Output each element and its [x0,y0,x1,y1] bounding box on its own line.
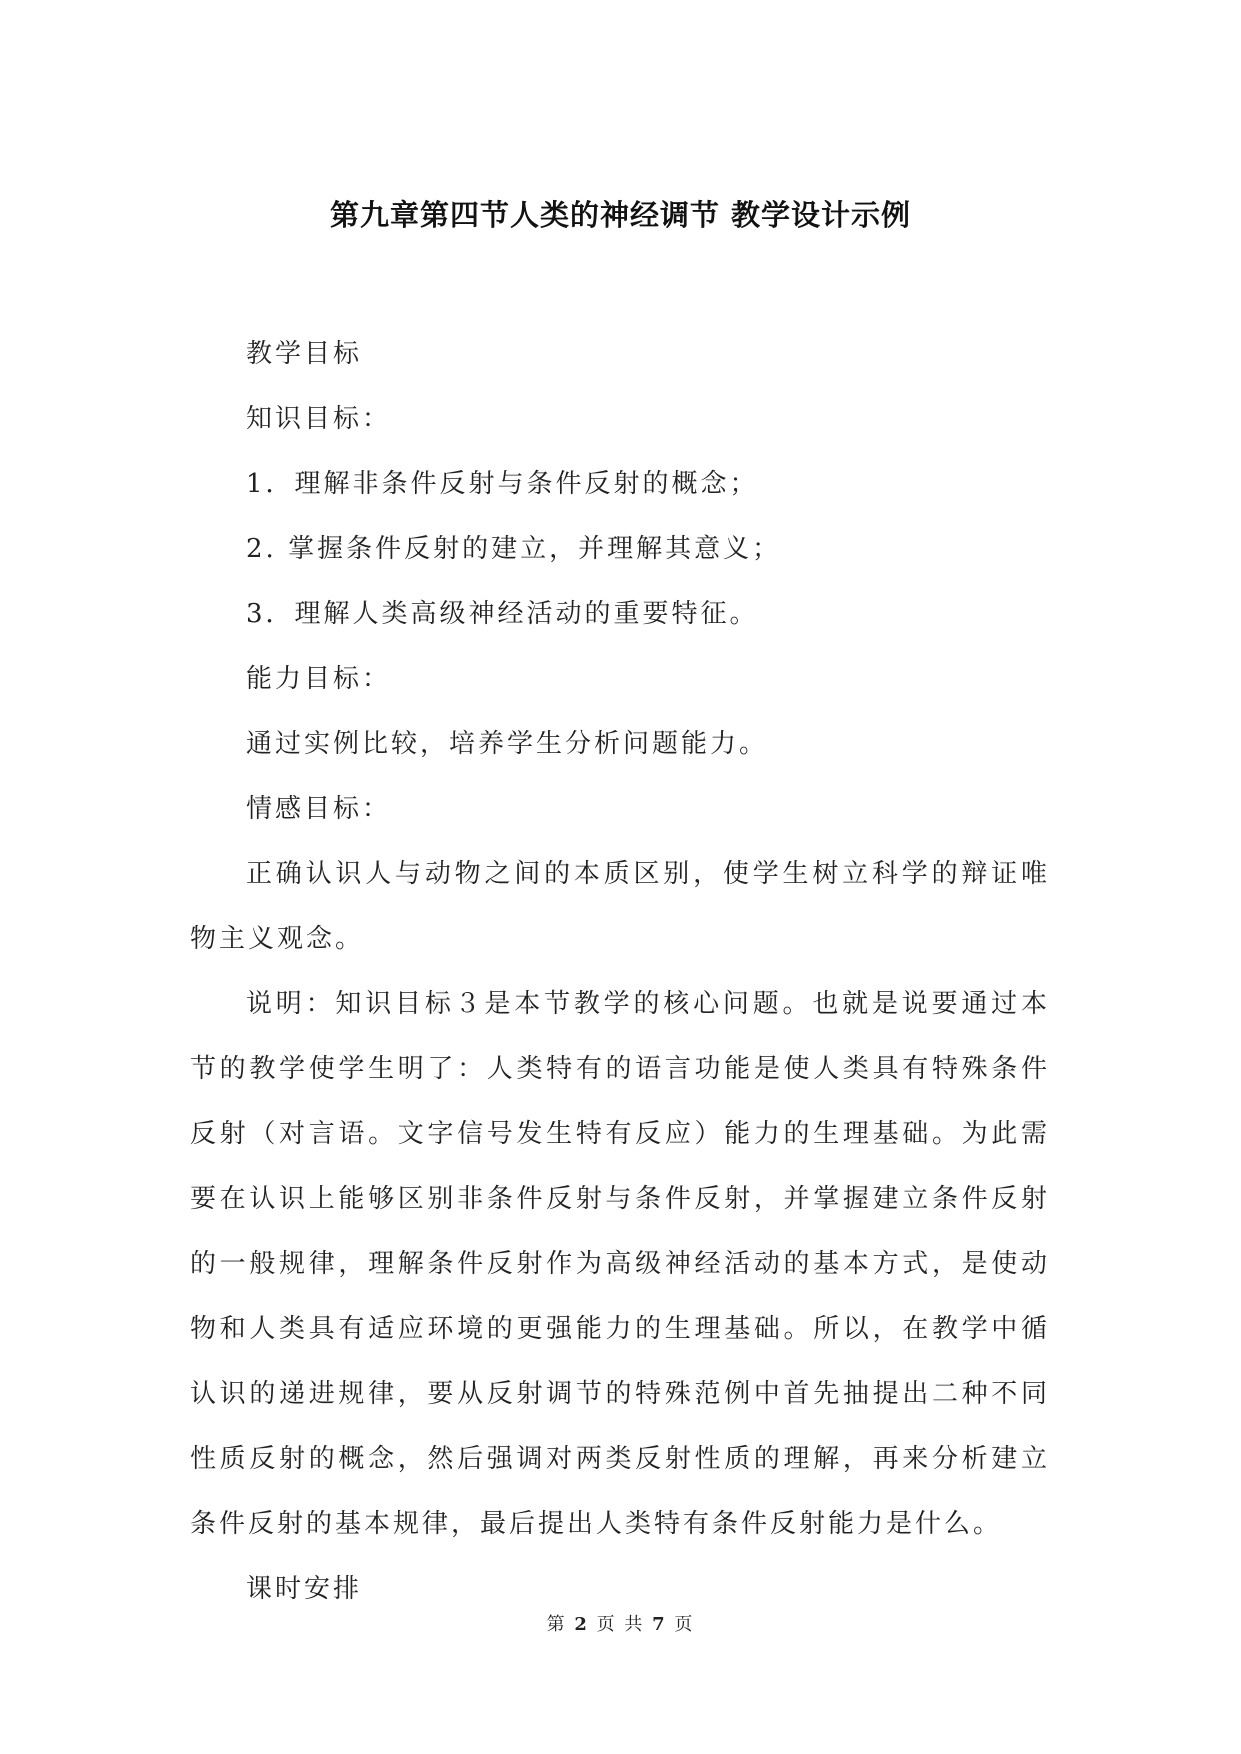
footer-current-page: 2 [574,1614,589,1635]
document-body [190,322,1050,1622]
document-title: 第九章第四节人类的神经调节 教学设计示例 [329,198,912,232]
heading-ability-goals: 能力目标： [246,664,392,694]
explanation-paragraph: 说明：知识目标３是本节教学的核心问题。也就是说要通过本节的教学使学生明了：人类特有的语言功能是使人类具有特殊条件反射（对言语。文字信号发生特有反应）能力的生理基础。为此需要在认识上能够区别非条件反射与条件反射，并掌握建立条件反射的一般规律，理解条件反射作为高级神经活动的基本方式，是使动物和人类具有适应环境的更强能力的生理基础。所以，在教学中循认识的递进规律，要从反射调节的特殊范例中首先抽提出二种不同性质反射的概念，然后强调对两类反射性质的理解，再来分析建立条件反射的基本规律，最后提出人类特有条件反射能力是什么。 [190,989,1050,1539]
heading-emotion-goals: 情感目标： [246,794,392,824]
footer-suffix: 页 [674,1614,695,1635]
ability-goal-text: 通过实例比较，培养学生分析问题能力。 [246,729,769,759]
heading-knowledge-goals: 知识目标： [246,404,392,434]
emotion-goal-text: 正确认识人与动物之间的本质区别，使学生树立科学的辩证唯物主义观念。 [190,859,1050,954]
knowledge-goal-3: 3．理解人类高级神经活动的重要特征。 [246,599,759,629]
knowledge-goal-1: 1．理解非条件反射与条件反射的概念； [246,469,759,499]
footer-total-pages: 7 [652,1614,667,1635]
footer-prefix: 第 [546,1614,567,1635]
heading-teaching-goals: 教学目标 [246,339,363,369]
footer-middle: 页 共 [596,1614,645,1635]
heading-lesson-schedule: 课时安排 [246,1574,363,1604]
knowledge-goal-2: 2. 掌握条件反射的建立，并理解其意义； [246,534,782,564]
page-footer [0,1610,1241,1636]
